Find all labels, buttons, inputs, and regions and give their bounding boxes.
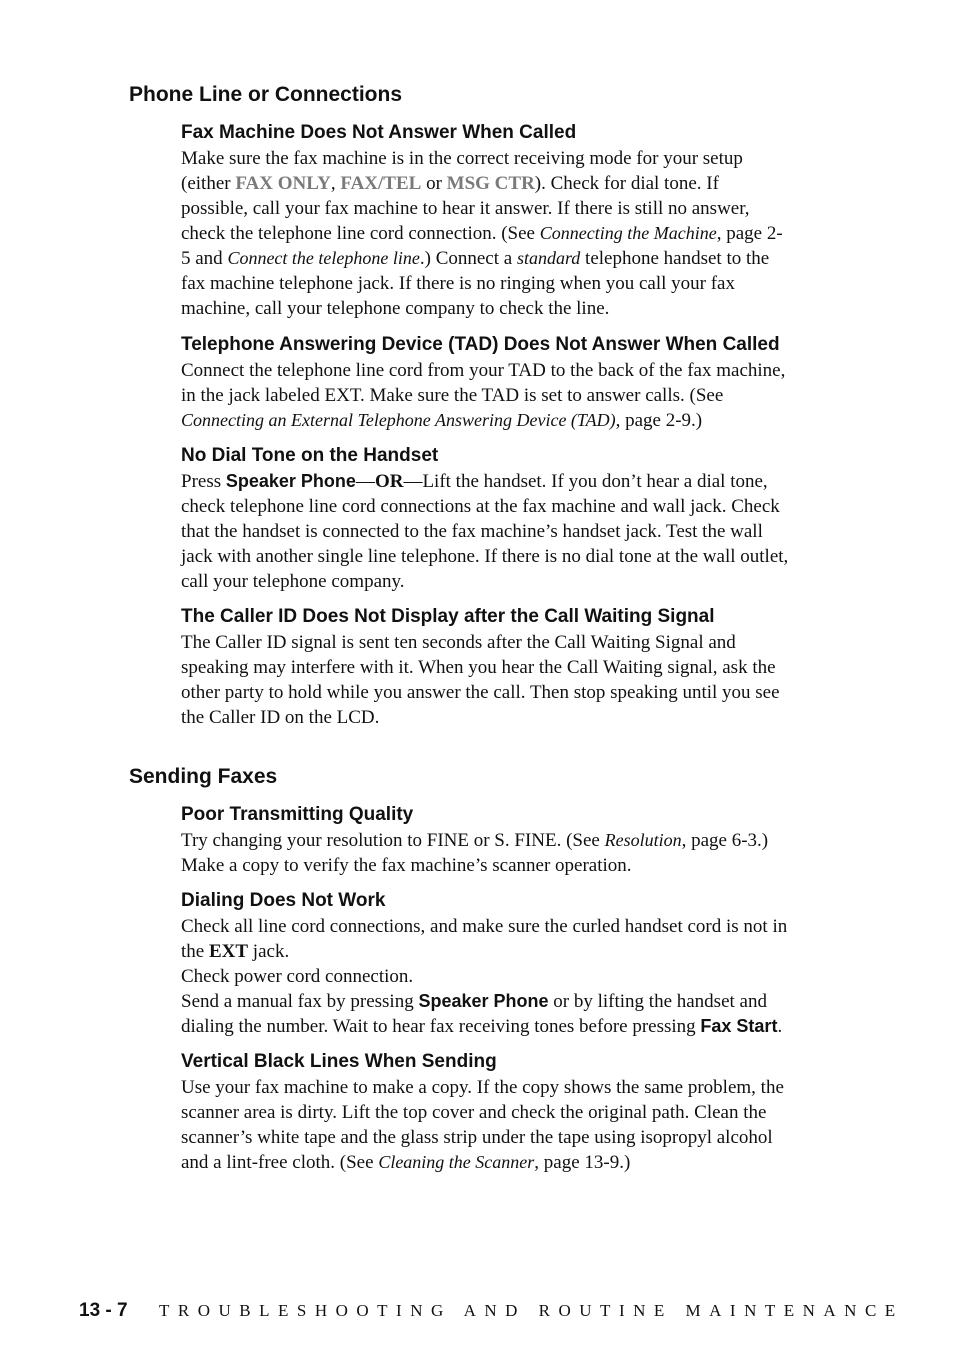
text-line: machine, call your telephone company to check the line. — [181, 298, 610, 319]
text-line: Try changing your resolution to FINE or S. FINE. (See Resolution, page 6-3.) — [181, 830, 769, 851]
mode-label: MSG CTR — [446, 173, 535, 194]
jack-label: EXT — [208, 941, 249, 962]
cross-reference: Connect the telephone line — [227, 248, 420, 268]
text-line: that the handset is connected to the fax machine’s handset jack. Test the wall — [181, 521, 763, 542]
text-line: speaking may interfere with it. When you hear the Call Waiting signal, ask the — [181, 657, 776, 678]
text-line: possible, call your fax machine to hear it answer. If there is still no answer, — [181, 198, 750, 219]
text-line: Use your fax machine to make a copy. If the copy shows the same problem, the — [181, 1077, 784, 1098]
text-line: Send a manual fax by pressing Speaker Phone or by lifting the handset and — [181, 991, 767, 1012]
cross-reference: Resolution — [604, 830, 682, 850]
paragraph — [181, 1075, 841, 1175]
text-line: check telephone line cord connections at the fax machine and wall jack. Check — [181, 496, 780, 517]
text-line: dialing the number. Wait to hear fax receiving tones before pressing Fax Start. — [181, 1016, 783, 1037]
key-label: Speaker Phone — [418, 991, 549, 1011]
paragraph — [181, 630, 841, 730]
text-line: Check all line cord connections, and make sure the curled handset cord is not in — [181, 916, 788, 937]
subsection-heading: Poor Transmitting Quality — [181, 804, 414, 825]
text-line: Connect the telephone line cord from your TAD to the back of the fax machine, — [181, 360, 786, 381]
paragraph — [181, 828, 841, 878]
mode-label: FAX ONLY — [235, 173, 331, 194]
paragraph — [181, 914, 841, 1039]
text-line: check the telephone line cord connection. (See Connecting the Machine, page 2- — [181, 223, 783, 244]
text-line: (either FAX ONLY, FAX/TEL or MSG CTR). Check for dial tone. If — [181, 173, 719, 194]
subsection-heading: Fax Machine Does Not Answer When Called — [181, 122, 577, 143]
text-line: Check power cord connection. — [181, 966, 414, 987]
page-number: 13 - 7 — [79, 1300, 128, 1321]
text-line: Make a copy to verify the fax machine’s scanner operation. — [181, 855, 632, 876]
subsection-heading: Vertical Black Lines When Sending — [181, 1051, 497, 1072]
section-title: Sending Faxes — [129, 765, 278, 788]
mode-label: FAX/TEL — [340, 173, 422, 194]
subsection-heading: Dialing Does Not Work — [181, 890, 386, 911]
key-label: Speaker Phone — [225, 471, 356, 491]
text-line: fax machine telephone jack. If there is no ringing when you call your fax — [181, 273, 735, 294]
text-line: other party to hold while you answer the call. Then stop speaking until you see — [181, 682, 780, 703]
subsection-heading: No Dial Tone on the Handset — [181, 445, 439, 466]
subsection-heading: Telephone Answering Device (TAD) Does Not Answer When Called — [181, 334, 780, 355]
text-line: Connecting an External Telephone Answering Device (TAD), page 2-9.) — [181, 410, 703, 431]
cross-reference: Cleaning the Scanner — [378, 1152, 535, 1172]
cross-reference: Connecting the Machine — [539, 223, 717, 243]
text-line: in the jack labeled EXT. Make sure the TAD is set to answer calls. (See — [181, 385, 724, 406]
subsection-heading: The Caller ID Does Not Display after the Call Waiting Signal — [181, 606, 715, 627]
paragraph — [181, 358, 841, 433]
text-line: Make sure the fax machine is in the correct receiving mode for your setup — [181, 148, 743, 169]
text-line: jack with another single line telephone. If there is no dial tone at the wall outlet, — [181, 546, 789, 567]
text-line: the EXT jack. — [181, 941, 290, 962]
text-line: call your telephone company. — [181, 571, 405, 592]
text-line: Press Speaker Phone—OR—Lift the handset. If you don’t hear a dial tone, — [181, 471, 768, 492]
section-title: Phone Line or Connections — [129, 83, 403, 106]
cross-reference: Connecting an External Telephone Answering Device (TAD) — [181, 410, 616, 430]
text-line: scanner area is dirty. Lift the top cover and check the original path. Clean the — [181, 1102, 767, 1123]
paragraph — [181, 469, 841, 594]
text-line: The Caller ID signal is sent ten seconds after the Call Waiting Signal and — [181, 632, 736, 653]
text-line: scanner’s white tape and the glass strip under the tape using isopropyl alcohol — [181, 1127, 773, 1148]
text-line: the Caller ID on the LCD. — [181, 707, 380, 728]
running-footer-title: TROUBLESHOOTING AND ROUTINE MAINTENANCE — [159, 1301, 904, 1320]
or-label: OR — [374, 471, 404, 492]
paragraph — [181, 146, 841, 321]
text-line: and a lint-free cloth. (See Cleaning the Scanner, page 13-9.) — [181, 1152, 631, 1173]
text-line: 5 and Connect the telephone line.) Connect a standard telephone handset to the — [181, 248, 770, 269]
key-label: Fax Start — [700, 1016, 778, 1036]
emphasis: standard — [516, 248, 581, 268]
